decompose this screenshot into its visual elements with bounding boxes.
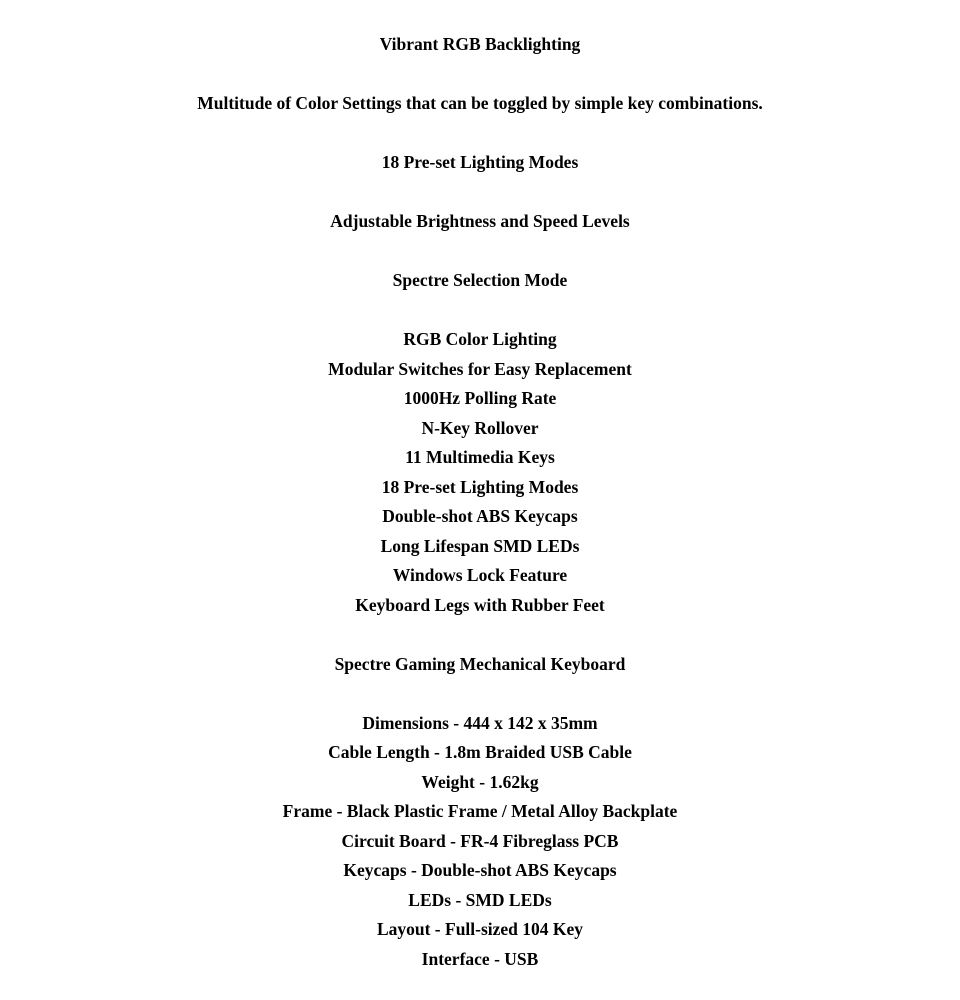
features-block: [20, 325, 940, 620]
text-line: Weight - 1.62kg: [421, 771, 539, 792]
blank-line: [20, 679, 940, 709]
text-line: Layout - Full-sized 104 Key: [376, 919, 584, 939]
text-line: 18 Pre-set Lighting Modes: [381, 152, 579, 172]
text-line: Frame - Black Plastic Frame / Metal Alloy Backplate: [282, 801, 678, 821]
text-line: RGB Color Lighting: [403, 329, 557, 349]
document-body: [20, 30, 940, 974]
text-line: N-Key Rollover: [421, 417, 539, 438]
text-line: Windows Lock Feature: [392, 565, 568, 585]
blank-line: [20, 119, 940, 149]
blank-line: [20, 237, 940, 267]
blank-line: [20, 620, 940, 650]
blank-line: [20, 60, 940, 90]
text-line: Vibrant RGB Backlighting: [379, 34, 581, 54]
brightness-block: [20, 207, 940, 237]
lighting-modes-block: [20, 148, 940, 178]
text-line: 18 Pre-set Lighting Modes: [381, 476, 579, 497]
text-line: Long Lifespan SMD LEDs: [380, 535, 580, 556]
text-line: Double-shot ABS Keycaps: [382, 506, 578, 526]
text-line: Adjustable Brightness and Speed Levels: [330, 211, 630, 231]
spectre-selection-block: [20, 266, 940, 296]
heading-block: [20, 30, 940, 60]
text-line: Modular Switches for Easy Replacement: [328, 358, 632, 379]
text-line: Cable Length - 1.8m Braided USB Cable: [328, 742, 632, 762]
product-name-block: [20, 650, 940, 680]
text-line: LEDs - SMD LEDs: [408, 889, 552, 910]
text-line: 1000Hz Polling Rate: [403, 388, 557, 408]
color-settings-block: [20, 89, 940, 119]
text-line: Keyboard Legs with Rubber Feet: [355, 594, 605, 615]
text-line: 11 Multimedia Keys: [405, 447, 555, 467]
text-line: Multitude of Color Settings that can be toggled by simple key combinations.: [197, 93, 763, 113]
blank-line: [20, 178, 940, 208]
blank-line: [20, 296, 940, 326]
specifications-block: [20, 709, 940, 975]
text-line: Spectre Selection Mode: [392, 270, 568, 290]
text-line: Interface - USB: [421, 948, 539, 969]
text-line: Spectre Gaming Mechanical Keyboard: [334, 653, 626, 674]
text-line: Dimensions - 444 x 142 x 35mm: [362, 712, 598, 733]
text-line: Keycaps - Double-shot ABS Keycaps: [343, 860, 617, 880]
text-line: Circuit Board - FR-4 Fibreglass PCB: [341, 830, 619, 851]
